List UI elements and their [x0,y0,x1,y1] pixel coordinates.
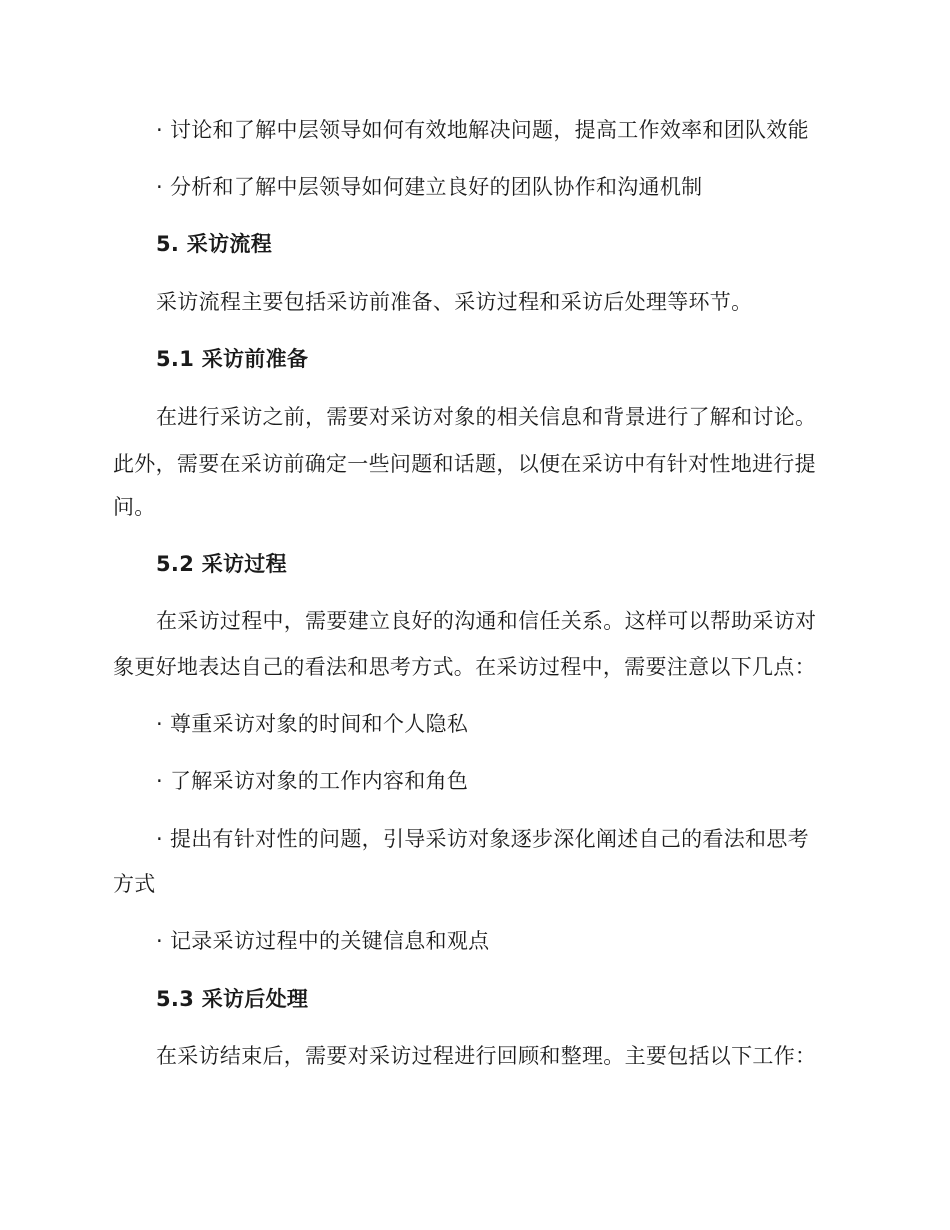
bullet-item-continuation: 方式 [113,872,156,896]
paragraph-line: 象更好地表达自己的看法和思考方式。在采访过程中，需要注意以下几点： [113,655,816,679]
paragraph: 采访流程主要包括采访前准备、采访过程和采访后处理等环节。 [156,290,753,314]
paragraph: 在采访结束后，需要对采访过程进行回顾和整理。主要包括以下工作： [156,1044,817,1068]
bullet-item: · 分析和了解中层领导如何建立良好的团队协作和沟通机制 [156,175,703,199]
bullet-item: · 提出有针对性的问题，引导采访对象逐步深化阐述自己的看法和思考 [156,827,809,851]
paragraph-line: 此外，需要在采访前确定一些问题和话题，以便在采访中有针对性地进行提 [113,452,816,476]
bullet-item: · 尊重采访对象的时间和个人隐私 [156,712,469,736]
paragraph-line: 在采访过程中，需要建立良好的沟通和信任关系。这样可以帮助采访对 [156,609,817,633]
bullet-item: · 记录采访过程中的关键信息和观点 [156,929,490,953]
section-heading: 5. 采访流程 [156,232,272,256]
subsection-heading: 5.2 采访过程 [156,552,287,576]
subsection-heading: 5.3 采访后处理 [156,987,309,1011]
bullet-item: · 了解采访对象的工作内容和角色 [156,769,469,793]
paragraph-line: 在进行采访之前，需要对采访对象的相关信息和背景进行了解和讨论。 [156,405,817,429]
paragraph-line: 问。 [113,495,156,519]
subsection-heading: 5.1 采访前准备 [156,347,309,371]
bullet-item: · 讨论和了解中层领导如何有效地解决问题，提高工作效率和团队效能 [156,118,809,142]
